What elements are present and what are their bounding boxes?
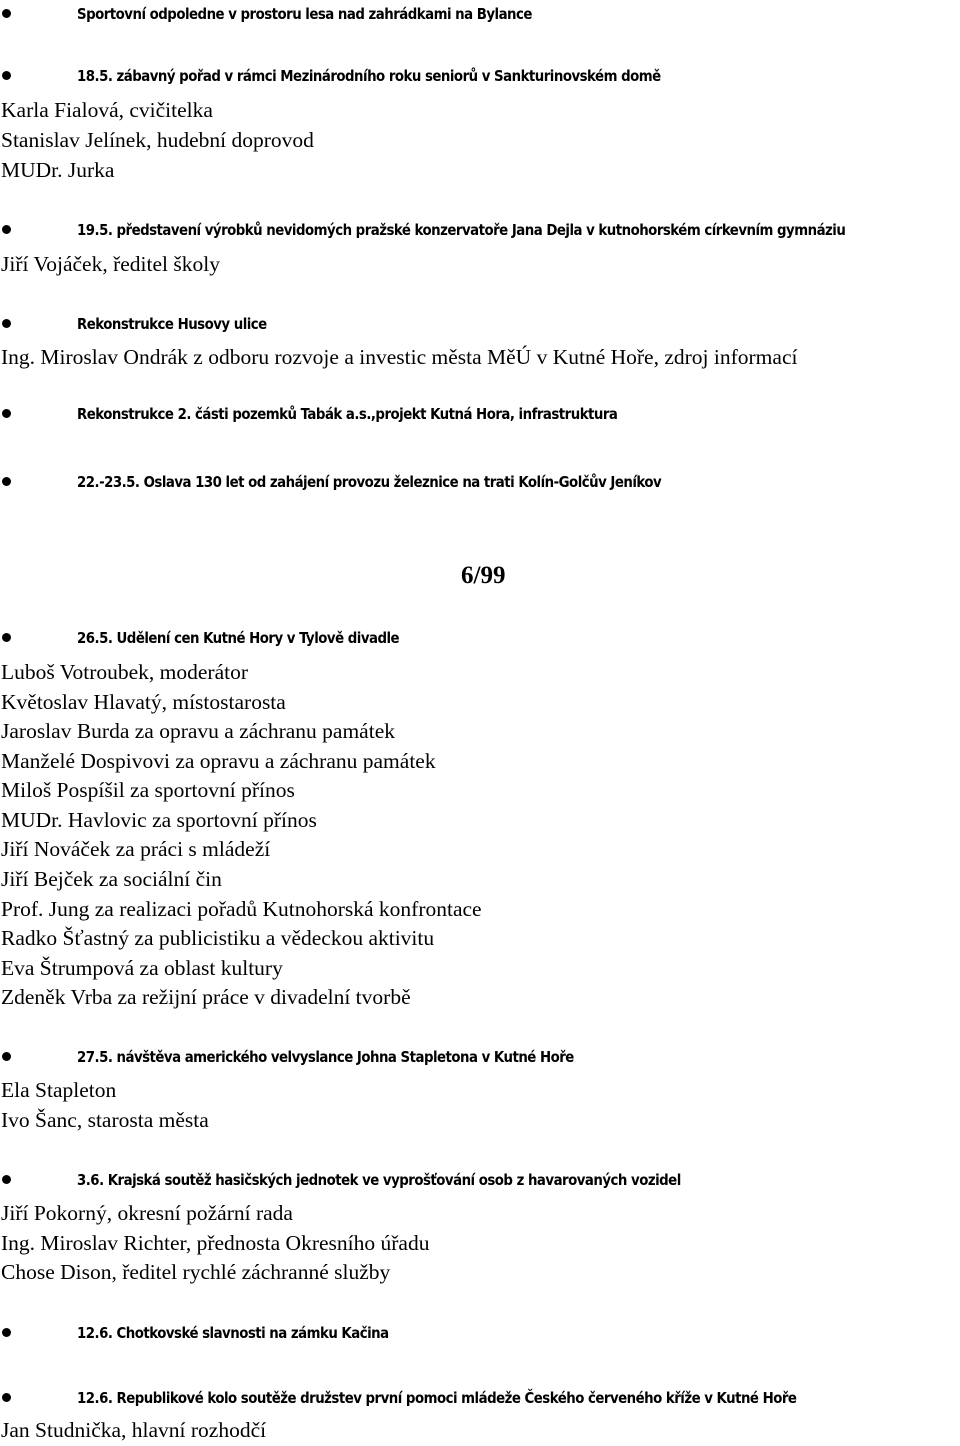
participant-line: Stanislav Jelínek, hudební doprovod: [1, 128, 314, 152]
event-heading: Rekonstrukce 2. části pozemků Tabák a.s.,projekt Kutná Hora, infrastruktura: [77, 405, 618, 423]
bullet-icon: [2, 633, 11, 642]
participant-line: Radko Šťastný za publicistiku a vědeckou aktivitu: [1, 926, 435, 950]
event-heading: 27.5. návštěva amerického velvyslance Johna Stapletona v Kutné Hoře: [77, 1048, 574, 1066]
participant-line: Ing. Miroslav Ondrák z odboru rozvoje a investic města MěÚ v Kutné Hoře, zdroj informací: [1, 345, 798, 369]
bullet-icon: [2, 225, 11, 234]
participant-line: Jiří Pokorný, okresní požární rada: [1, 1201, 293, 1225]
bullet-icon: [2, 319, 11, 328]
event-heading: 19.5. představení výrobků nevidomých pražské konzervatoře Jana Dejla v kutnohorském církevním gymnáziu: [77, 221, 846, 239]
bullet-icon: [2, 409, 11, 418]
participant-line: Ivo Šanc, starosta města: [1, 1108, 209, 1132]
participant-line: Jan Studnička, hlavní rozhodčí: [1, 1418, 267, 1442]
event-heading: Sportovní odpoledne v prostoru lesa nad zahrádkami na Bylance: [77, 5, 532, 23]
bullet-icon: [2, 477, 11, 486]
participant-line: Květoslav Hlavatý, místostarosta: [1, 690, 286, 714]
bullet-icon: [2, 1328, 11, 1337]
participant-line: Ing. Miroslav Richter, přednosta Okresního úřadu: [1, 1231, 430, 1255]
event-heading: 18.5. zábavný pořad v rámci Mezinárodního roku seniorů v Sankturinovském domě: [77, 67, 661, 85]
participant-line: Jiří Vojáček, ředitel školy: [1, 252, 220, 276]
participant-line: Jiří Nováček za práci s mládeží: [1, 837, 271, 861]
bullet-icon: [2, 1175, 11, 1184]
bullet-icon: [2, 9, 11, 18]
event-heading: 12.6. Republikové kolo soutěže družstev první pomoci mládeže Českého červeného kříže v Kutné Hoře: [77, 1389, 797, 1407]
participant-line: Luboš Votroubek, moderátor: [1, 660, 249, 684]
event-heading: 22.-23.5. Oslava 130 let od zahájení provozu železnice na trati Kolín-Golčův Jeníkov: [77, 473, 662, 491]
page-number: 6/99: [461, 562, 506, 589]
participant-line: Karla Fialová, cvičitelka: [1, 98, 213, 122]
participant-line: Miloš Pospíšil za sportovní přínos: [1, 778, 295, 802]
event-heading: Rekonstrukce Husovy ulice: [77, 315, 267, 333]
participant-line: Jaroslav Burda za opravu a záchranu památek: [1, 719, 395, 743]
participant-line: Ela Stapleton: [1, 1078, 117, 1102]
event-heading: 26.5. Udělení cen Kutné Hory v Tylově divadle: [77, 629, 400, 647]
participant-line: Jiří Bejček za sociální čin: [1, 867, 222, 891]
participant-line: Chose Dison, ředitel rychlé záchranné služby: [1, 1260, 391, 1284]
participant-line: Zdeněk Vrba za režijní práce v divadelní tvorbě: [1, 985, 411, 1009]
bullet-icon: [2, 71, 11, 80]
participant-line: Eva Štrumpová za oblast kultury: [1, 956, 283, 980]
event-heading: 3.6. Krajská soutěž hasičských jednotek ve vyprošťování osob z havarovaných vozidel: [77, 1171, 681, 1189]
participant-line: MUDr. Havlovic za sportovní přínos: [1, 808, 317, 832]
participant-line: Prof. Jung za realizaci pořadů Kutnohorská konfrontace: [1, 897, 482, 921]
bullet-icon: [2, 1052, 11, 1061]
participant-line: Manželé Dospivovi za opravu a záchranu památek: [1, 749, 436, 773]
event-heading: 12.6. Chotkovské slavnosti na zámku Kačina: [77, 1324, 389, 1342]
bullet-icon: [2, 1393, 11, 1402]
participant-line: MUDr. Jurka: [1, 158, 115, 182]
